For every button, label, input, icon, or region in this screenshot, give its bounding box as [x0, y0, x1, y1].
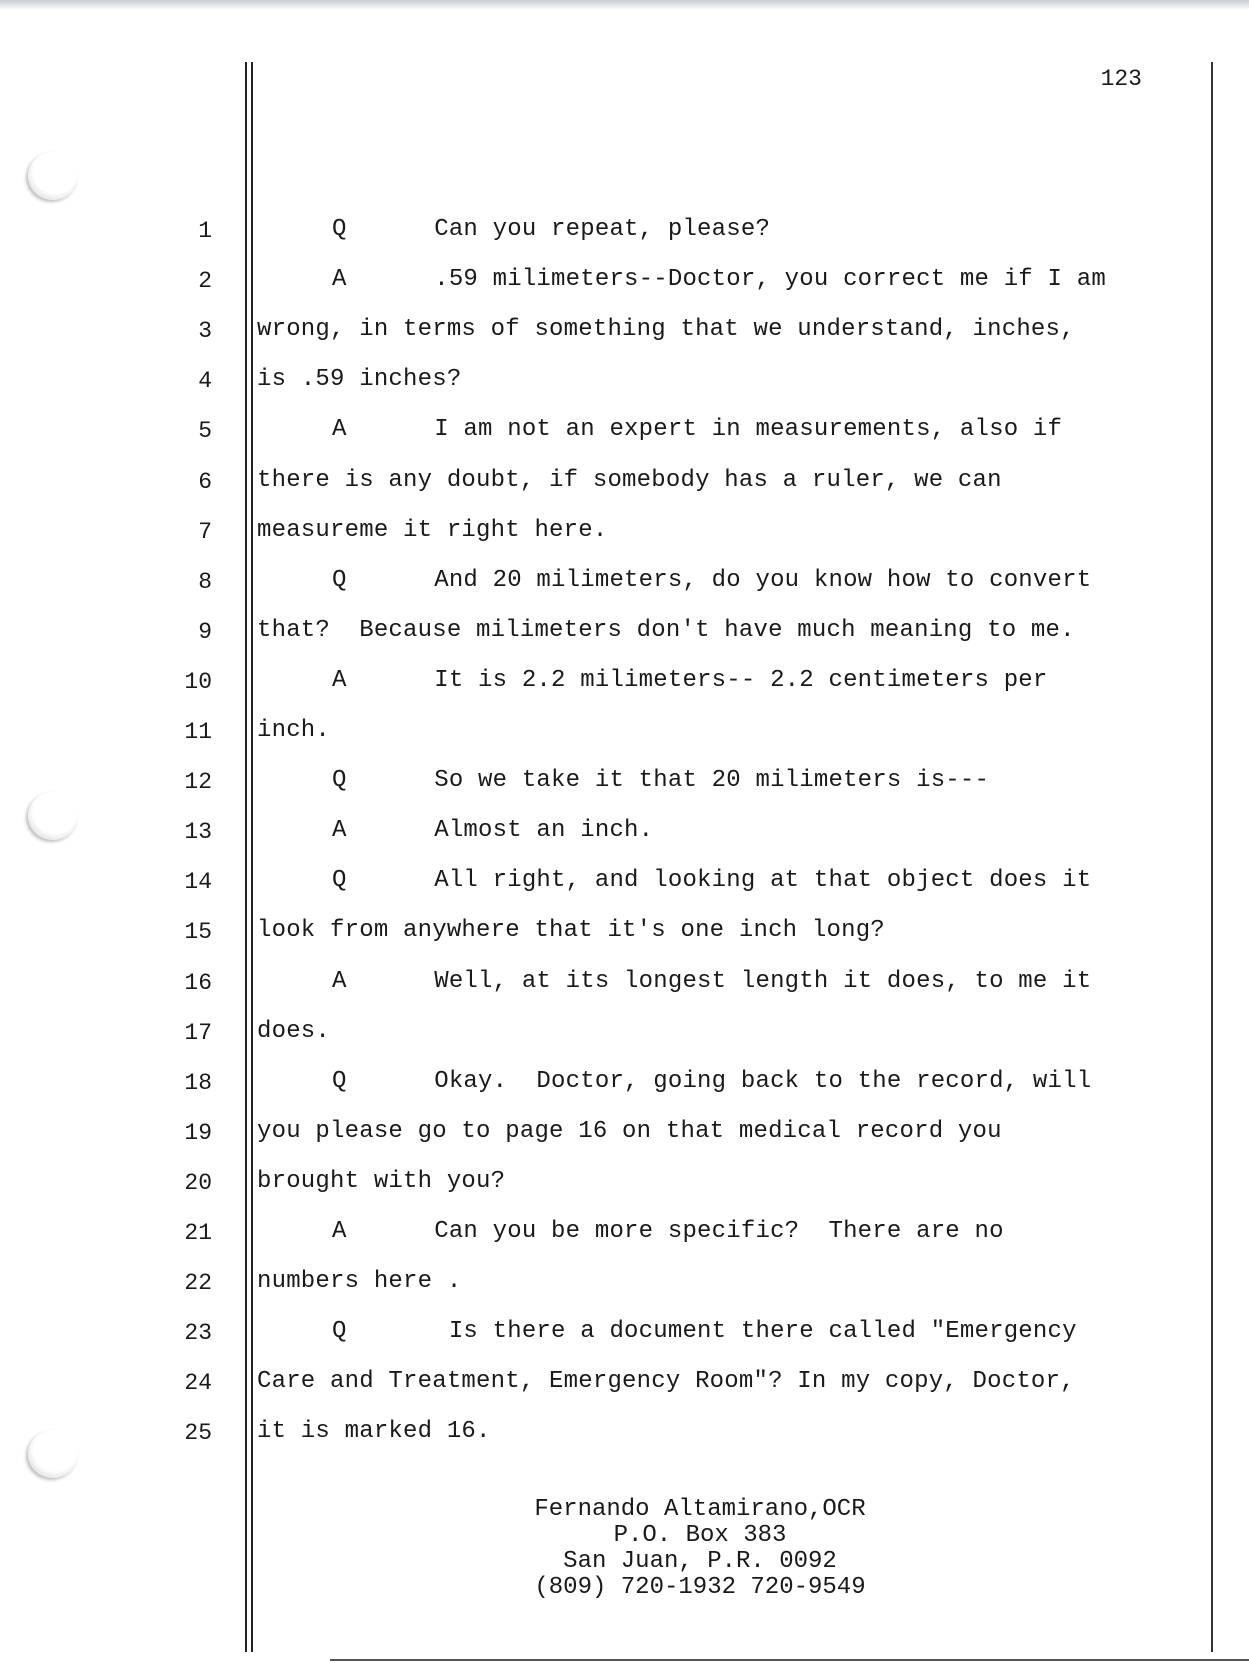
line-number: 9 [198, 619, 212, 645]
line-number: 25 [184, 1420, 212, 1446]
transcript-line: A Well, at its longest length it does, to me it [332, 968, 1092, 995]
transcript-line: A .59 milimeters--Doctor, you correct me if I am [332, 266, 1106, 293]
right-margin-rule [1211, 62, 1213, 1652]
transcript-line: Q Okay. Doctor, going back to the record, will [332, 1068, 1092, 1095]
scan-top-edge [0, 0, 1249, 10]
line-number: 14 [184, 869, 212, 895]
line-number: 17 [184, 1020, 212, 1046]
line-number: 23 [184, 1320, 212, 1346]
transcript-line: wrong, in terms of something that we understand, inches, [257, 316, 1075, 343]
transcript-line: brought with you? [257, 1168, 506, 1195]
reporter-name: Fernando Altamirano,OCR [534, 1496, 866, 1523]
left-margin-rule-inner [251, 62, 253, 1652]
line-number: 12 [184, 769, 212, 795]
transcript-line: A Almost an inch. [332, 817, 654, 844]
transcript-line: there is any doubt, if somebody has a ruler, we can [257, 467, 1002, 494]
transcript-line: numbers here . [257, 1268, 462, 1295]
transcript-line: A Can you be more specific? There are no [332, 1218, 1004, 1245]
line-number: 1 [198, 218, 212, 244]
scan-bottom-edge [330, 1659, 1249, 1661]
reporter-phone: (809) 720-1932 720-9549 [534, 1574, 866, 1601]
line-number: 13 [184, 819, 212, 845]
line-number: 22 [184, 1270, 212, 1296]
line-number: 6 [198, 469, 212, 495]
transcript-line: Q All right, and looking at that object does it [332, 867, 1092, 894]
reporter-address-line2: San Juan, P.R. 0092 [563, 1548, 837, 1575]
reporter-footer [440, 1497, 960, 1601]
line-number: 8 [198, 569, 212, 595]
transcript-line: does. [257, 1018, 331, 1045]
transcript-line: A I am not an expert in measurements, also if [332, 416, 1063, 443]
punch-hole-middle [28, 792, 78, 840]
line-number: 15 [184, 919, 212, 945]
transcript-line: Q And 20 milimeters, do you know how to convert [332, 567, 1092, 594]
line-number: 19 [184, 1120, 212, 1146]
transcript-line: look from anywhere that it's one inch long? [257, 917, 885, 944]
transcript-line: Care and Treatment, Emergency Room"? In my copy, Doctor, [257, 1368, 1075, 1395]
transcript-line: measureme it right here. [257, 517, 608, 544]
left-margin-rule-outer [245, 62, 247, 1652]
punch-hole-bottom [28, 1430, 78, 1478]
punch-hole-top [28, 152, 78, 200]
reporter-address-line1: P.O. Box 383 [613, 1522, 787, 1549]
transcript-line: that? Because milimeters don't have much meaning to me. [257, 617, 1075, 644]
line-number: 20 [184, 1170, 212, 1196]
line-number: 21 [184, 1220, 212, 1246]
page-number: 123 [1100, 66, 1142, 92]
transcript-line: is .59 inches? [257, 366, 462, 393]
transcript-line: Q Can you repeat, please? [332, 216, 771, 243]
line-number: 10 [184, 669, 212, 695]
line-number: 7 [198, 519, 212, 545]
transcript-line: you please go to page 16 on that medical record you [257, 1118, 1002, 1145]
transcript-line: inch. [257, 717, 331, 744]
transcript-line: A It is 2.2 milimeters-- 2.2 centimeters per [332, 667, 1048, 694]
line-number: 16 [184, 970, 212, 996]
line-number: 2 [198, 268, 212, 294]
line-number: 24 [184, 1370, 212, 1396]
transcript-line: Q So we take it that 20 milimeters is--- [332, 767, 990, 794]
line-number: 4 [198, 368, 212, 394]
line-number: 11 [184, 719, 212, 745]
transcript-line: Q Is there a document there called "Emergency [332, 1318, 1077, 1345]
line-number: 5 [198, 418, 212, 444]
line-number: 3 [198, 318, 212, 344]
line-number: 18 [184, 1070, 212, 1096]
transcript-line: it is marked 16. [257, 1418, 491, 1445]
